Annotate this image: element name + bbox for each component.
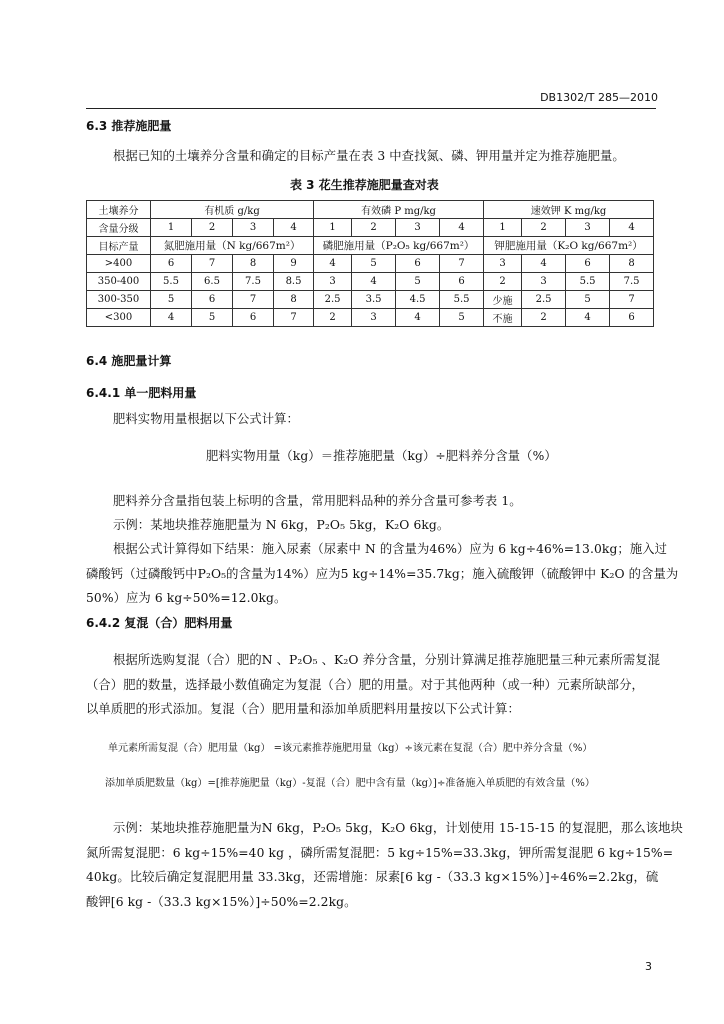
paragraph-line: 氮所需复混肥：6 kg÷15%=40 kg ，磷所需复混肥：5 kg÷15%=33.3kg，钾所需复混肥 6 kg÷15%= (86, 846, 674, 860)
table-cell: 4 (314, 255, 352, 273)
table-cell: 9 (274, 255, 314, 273)
table-cell: 3 (314, 273, 352, 291)
table-3-caption: 表 3 花生推荐施肥量查对表 (290, 178, 439, 192)
table-cell: 2.5 (522, 291, 566, 309)
phosphate-rate-label: 磷肥施用量（P₂O₅ kg/667m²） (314, 237, 484, 255)
table-cell: 6 (233, 309, 274, 327)
section-6-4-heading: 6.4 施肥量计算 (86, 354, 172, 368)
table-cell: 6 (192, 291, 233, 309)
table-cell: 5 (440, 309, 484, 327)
section-6-3-paragraph: 根据已知的土壤养分含量和确定的目标产量在表 3 中查找氮、磷、钾用量并定为推荐施肥量。 (113, 149, 625, 163)
table-row (87, 201, 654, 219)
fertilizer-table (86, 200, 654, 327)
paragraph: 肥料养分含量指包装上标明的含量，常用肥料品种的养分含量可参考表 1。 (113, 494, 522, 508)
table-cell: 1 (484, 219, 522, 237)
yield-label: 300-350 (87, 291, 151, 309)
paragraph-line: 根据所选购复混（合）肥的N 、P₂O₅ 、K₂O 养分含量，分别计算满足推荐施肥量三种元素所需复混 (113, 653, 661, 667)
table-cell: 2 (522, 219, 566, 237)
table-cell: 2 (192, 219, 233, 237)
table-cell: 1 (314, 219, 352, 237)
table-cell: 4.5 (396, 291, 440, 309)
formula-single-addition: 添加单质肥数量（kg）=[推荐施肥量（kg）-复混（合）肥中含有量（kg）]÷准备施入单质肥的有效含量（%） (105, 778, 595, 789)
table-cell: 4 (396, 309, 440, 327)
table-cell: 6.5 (192, 273, 233, 291)
document-code: DB1302/T 285—2010 (540, 91, 658, 104)
table-cell: 2 (522, 309, 566, 327)
table-cell: 7.5 (610, 273, 654, 291)
table-cell: 5.5 (440, 291, 484, 309)
table-cell: 6 (440, 273, 484, 291)
table-cell: 2.5 (314, 291, 352, 309)
table-cell: 6 (396, 255, 440, 273)
table-cell: 5 (192, 309, 233, 327)
table-cell: 8 (274, 291, 314, 309)
table-cell: 1 (151, 219, 192, 237)
table-cell: 含量分级 (87, 219, 151, 237)
potash-rate-label: 钾肥施用量（K₂O kg/667m²） (484, 237, 654, 255)
yield-label: >400 (87, 255, 151, 273)
section-6-4-1-heading: 6.4.1 单一肥料用量 (86, 386, 197, 400)
table-cell: 5 (396, 273, 440, 291)
table-cell: 7.5 (233, 273, 274, 291)
group-header-organic: 有机质 g/kg (151, 201, 314, 219)
table-cell: 目标产量 (87, 237, 151, 255)
table-cell: 8.5 (274, 273, 314, 291)
table-cell: 8 (233, 255, 274, 273)
paragraph-line: 磷酸钙（过磷酸钙中P₂O₅的含量为14%）应为5 kg÷14%=35.7kg；施入硫酸钾（硫酸钾中 K₂O 的含量为 (86, 567, 679, 581)
table-cell: 4 (566, 309, 610, 327)
formula-compound-fertilizer: 单元素所需复混（合）肥用量（kg） =该元素推荐施肥用量（kg）÷该元素在复混（合）肥中养分含量（%） (108, 743, 593, 754)
formula-single-fertilizer: 肥料实物用量（kg）＝推荐施肥量（kg）÷肥料养分含量（%） (206, 449, 557, 463)
paragraph-line: 40kg。比较后确定复混肥用量 33.3kg，还需增施：尿素[6 kg -（33.3 kg×15%）]÷46%=2.2kg，硫 (86, 870, 659, 884)
table-row (87, 237, 654, 255)
nitrogen-rate-label: 氮肥施用量（N kg/667m²） (151, 237, 314, 255)
table-cell: 4 (522, 255, 566, 273)
table-cell: 3 (522, 273, 566, 291)
table-cell: 4 (610, 219, 654, 237)
group-header-potassium: 速效钾 K mg/kg (484, 201, 654, 219)
table-cell: 2 (352, 219, 396, 237)
section-6-4-2-heading: 6.4.2 复混（合）肥料用量 (86, 616, 233, 630)
table-cell: 3 (352, 309, 396, 327)
table-cell: 5.5 (566, 273, 610, 291)
example-paragraph-line: 示例：某地块推荐施肥量为N 6kg，P₂O₅ 5kg，K₂O 6kg，计划使用 15-15-15 的复混肥，那么该地块 (113, 821, 683, 835)
table-cell: 4 (151, 309, 192, 327)
table-row (87, 291, 654, 309)
example-paragraph: 示例：某地块推荐施肥量为 N 6kg，P₂O₅ 5kg，K₂O 6kg。 (113, 518, 450, 532)
table-cell: 7 (274, 309, 314, 327)
table-row (87, 309, 654, 327)
table-cell: 3 (566, 219, 610, 237)
paragraph-line: 根据公式计算得如下结果：施入尿素（尿素中 N 的含量为46%）应为 6 kg÷46%=13.0kg；施入过 (113, 542, 668, 556)
table-cell: 6 (610, 309, 654, 327)
table-cell: 4 (274, 219, 314, 237)
table-cell: 6 (566, 255, 610, 273)
table-cell: 8 (610, 255, 654, 273)
section-6-3-heading: 6.3 推荐施肥量 (86, 119, 172, 133)
table-cell: 3 (396, 219, 440, 237)
paragraph-line: （合）肥的数量，选择最小数值确定为复混（合）肥的用量。对于其他两种（或一种）元素所缺部分， (86, 678, 644, 692)
yield-label: 350-400 (87, 273, 151, 291)
table-cell: 5 (566, 291, 610, 309)
table-cell: 2 (484, 273, 522, 291)
table-cell: 2 (314, 309, 352, 327)
table-row (87, 273, 654, 291)
table-row (87, 219, 654, 237)
table-cell: 4 (352, 273, 396, 291)
section-6-4-1-intro: 肥料实物用量根据以下公式计算： (113, 412, 299, 426)
table-cell: 3 (484, 255, 522, 273)
header-rule (86, 108, 656, 109)
table-row (87, 255, 654, 273)
paragraph-line: 酸钾[6 kg -（33.3 kg×15%）]÷50%=2.2kg。 (86, 895, 357, 909)
table-cell: 6 (151, 255, 192, 273)
table-cell: 4 (440, 219, 484, 237)
table-cell: 5 (151, 291, 192, 309)
table-cell: 3.5 (352, 291, 396, 309)
table-cell: 7 (233, 291, 274, 309)
table-cell: 土壤养分 (87, 201, 151, 219)
table-cell: 少施 (484, 291, 522, 309)
group-header-phosphorus: 有效磷 P mg/kg (314, 201, 484, 219)
table-cell: 3 (233, 219, 274, 237)
page-number: 3 (645, 960, 652, 973)
table-cell: 7 (192, 255, 233, 273)
table-cell: 7 (610, 291, 654, 309)
table-cell: 5.5 (151, 273, 192, 291)
paragraph-line: 以单质肥的形式添加。复混（合）肥用量和添加单质肥料用量按以下公式计算： (86, 702, 520, 716)
yield-label: <300 (87, 309, 151, 327)
table-cell: 5 (352, 255, 396, 273)
table-cell: 7 (440, 255, 484, 273)
table-cell: 不施 (484, 309, 522, 327)
paragraph-line: 50%）应为 6 kg÷50%=12.0kg。 (86, 591, 287, 605)
